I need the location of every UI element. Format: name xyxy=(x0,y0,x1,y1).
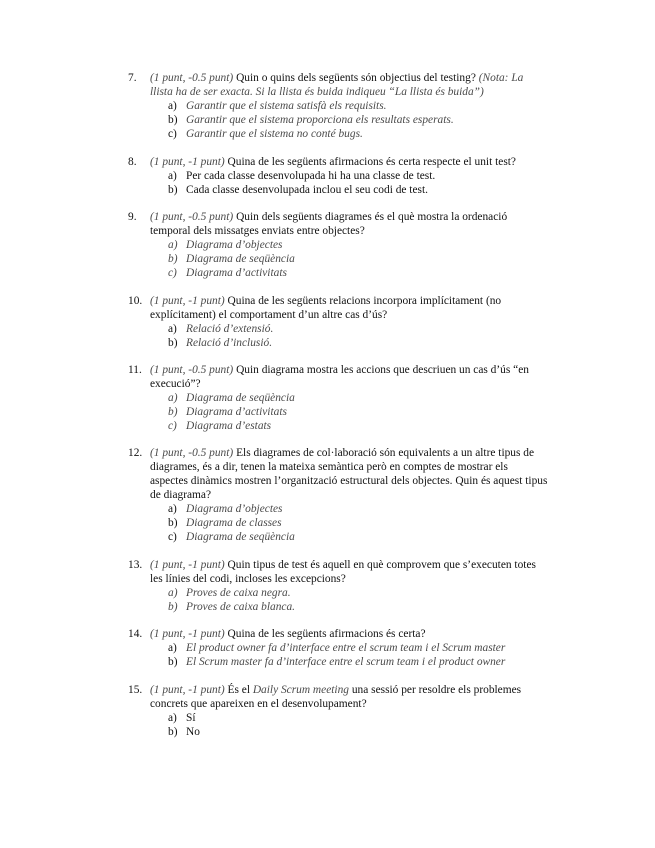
option-b[interactable] xyxy=(168,516,548,530)
option-text: Per cada classe desenvolupada hi ha una classe de test. xyxy=(186,170,436,182)
option-label: b) xyxy=(168,184,178,196)
option-a[interactable] xyxy=(168,502,548,516)
option-label: a) xyxy=(168,503,177,515)
question-number: 15. xyxy=(128,684,143,696)
question-number: 11. xyxy=(128,364,142,376)
option-label: b) xyxy=(168,406,178,418)
option-list xyxy=(168,322,548,350)
option-label: b) xyxy=(168,337,178,349)
question-points: (1 punt, -0.5 punt) xyxy=(150,211,234,223)
option-list xyxy=(168,711,548,739)
option-text: Garantir que el sistema satisfà els requisits. xyxy=(186,100,387,112)
option-text: Diagrama d’estats xyxy=(186,420,272,432)
option-list xyxy=(168,502,548,544)
option-text: Garantir que el sistema proporciona els resultats esperats. xyxy=(186,114,454,126)
option-label: b) xyxy=(168,114,178,126)
option-c[interactable] xyxy=(168,530,548,544)
option-label: a) xyxy=(168,323,177,335)
question-number: 9. xyxy=(128,211,137,223)
option-label: c) xyxy=(168,128,177,140)
question-points: (1 punt, -1 punt) xyxy=(150,684,225,696)
option-label: a) xyxy=(168,170,177,182)
option-label: c) xyxy=(168,531,177,543)
option-text: Proves de caixa negra. xyxy=(186,587,291,599)
option-label: b) xyxy=(168,253,178,265)
question-text xyxy=(150,210,548,238)
option-text: Garantir que el sistema no conté bugs. xyxy=(186,128,363,140)
question-text xyxy=(150,683,548,711)
option-text: Diagrama de seqüència xyxy=(186,253,295,265)
option-b[interactable] xyxy=(168,183,548,197)
question-text xyxy=(150,294,548,322)
question-13 xyxy=(128,558,548,614)
question-text xyxy=(150,558,548,586)
option-label: c) xyxy=(168,420,177,432)
option-b[interactable] xyxy=(168,336,548,350)
option-c[interactable] xyxy=(168,127,548,141)
option-label: b) xyxy=(168,726,178,738)
question-body: Quin tipus de test és aquell en què comprovem que s’executen totes les línies del codi, incloses les excepcions? xyxy=(150,559,536,585)
option-a[interactable] xyxy=(168,586,548,600)
option-list xyxy=(168,99,548,141)
question-body-start: És el xyxy=(224,684,253,696)
option-text: Cada classe desenvolupada inclou el seu codi de test. xyxy=(186,184,428,196)
option-text: Diagrama de seqüència xyxy=(186,531,295,543)
question-body: Quin o quins dels següents són objectius del testing? xyxy=(233,72,479,84)
option-text: Diagrama d’activitats xyxy=(186,267,287,279)
option-text: Diagrama d’objectes xyxy=(186,239,283,251)
option-text: Diagrama d’objectes xyxy=(186,503,283,515)
question-note: (Nota: La llista ha de ser exacta. Si la llista és buida indiqueu “La llista és buida”) xyxy=(150,72,524,98)
question-points: (1 punt, -0.5 punt) xyxy=(150,447,234,459)
question-number: 8. xyxy=(128,156,137,168)
option-c[interactable] xyxy=(168,266,548,280)
option-text: Diagrama de seqüència xyxy=(186,392,295,404)
question-text xyxy=(150,446,548,502)
option-b[interactable] xyxy=(168,113,548,127)
option-a[interactable] xyxy=(168,99,548,113)
question-body: Quin diagrama mostra les accions que descriuen un cas d’ús “en execució”? xyxy=(150,364,529,390)
option-label: a) xyxy=(168,587,178,599)
question-8 xyxy=(128,155,548,197)
question-number: 7. xyxy=(128,72,137,84)
option-a[interactable] xyxy=(168,391,548,405)
question-points: (1 punt, -0.5 punt) xyxy=(150,72,234,84)
question-body: Els diagrames de col·laboració són equivalents a un altre tipus de diagrames, és a dir, tenen la mateixa semàntica però en comptes de mostrar els aspectes dinàmics mostren l’organització estructural dels objectes. Quin és aquest tipus de diagrama? xyxy=(150,447,548,501)
question-number: 13. xyxy=(128,559,143,571)
option-text: Diagrama d’activitats xyxy=(186,406,287,418)
option-c[interactable] xyxy=(168,419,548,433)
question-body-end: una sessió per resoldre els problemes concrets que apareixen en el desenvolupament? xyxy=(150,684,522,710)
option-a[interactable] xyxy=(168,641,548,655)
option-label: a) xyxy=(168,239,178,251)
question-9 xyxy=(128,210,548,280)
question-points: (1 punt, -1 punt) xyxy=(150,559,225,571)
option-label: a) xyxy=(168,100,177,112)
question-text xyxy=(150,363,548,391)
option-list xyxy=(168,586,548,614)
option-list xyxy=(168,641,548,669)
option-label: c) xyxy=(168,267,177,279)
question-12 xyxy=(128,446,548,544)
option-b[interactable] xyxy=(168,655,548,669)
option-text: Relació d’inclusió. xyxy=(186,337,273,349)
question-text xyxy=(150,155,548,169)
option-a[interactable] xyxy=(168,711,548,725)
option-b[interactable] xyxy=(168,405,548,419)
option-text: Diagrama de classes xyxy=(186,517,282,529)
option-text: No xyxy=(186,726,200,738)
option-a[interactable] xyxy=(168,322,548,336)
option-a[interactable] xyxy=(168,169,548,183)
question-number: 12. xyxy=(128,447,143,459)
question-14 xyxy=(128,627,548,669)
question-11 xyxy=(128,363,548,433)
question-body: Quina de les següents afirmacions és certa? xyxy=(224,628,426,640)
question-body: Quina de les següents afirmacions és certa respecte el unit test? xyxy=(224,156,516,168)
option-label: a) xyxy=(168,642,177,654)
option-b[interactable] xyxy=(168,252,548,266)
question-number: 10. xyxy=(128,295,143,307)
option-label: b) xyxy=(168,656,178,668)
option-a[interactable] xyxy=(168,238,548,252)
option-list xyxy=(168,391,548,433)
question-7 xyxy=(128,71,548,141)
question-points: (1 punt, -1 punt) xyxy=(150,295,225,307)
option-text: Relació d’extensió. xyxy=(186,323,274,335)
question-body: Quin dels següents diagrames és el què mostra la ordenació temporal dels missatges enviats entre objectes? xyxy=(150,211,508,237)
option-text: Sí xyxy=(186,712,196,724)
option-label: b) xyxy=(168,517,178,529)
question-10 xyxy=(128,294,548,350)
question-text xyxy=(150,71,548,99)
option-label: a) xyxy=(168,392,178,404)
option-text: Proves de caixa blanca. xyxy=(186,601,296,613)
question-number: 14. xyxy=(128,628,143,640)
option-label: b) xyxy=(168,601,178,613)
question-term: Daily Scrum meeting xyxy=(252,684,349,696)
question-15 xyxy=(128,683,548,739)
option-text: El product owner fa d’interface entre el scrum team i el Scrum master xyxy=(186,642,506,654)
option-list xyxy=(168,238,548,280)
question-points: (1 punt, -1 punt) xyxy=(150,628,225,640)
question-points: (1 punt, -1 punt) xyxy=(150,156,225,168)
option-list xyxy=(168,169,548,197)
option-b[interactable] xyxy=(168,725,548,739)
option-text: El Scrum master fa d’interface entre el scrum team i el product owner xyxy=(186,656,506,668)
question-points: (1 punt, -0.5 punt) xyxy=(150,364,234,376)
question-text xyxy=(150,627,548,641)
option-label: a) xyxy=(168,712,177,724)
question-body: Quina de les següents relacions incorpora implícitament (no explícitament) el comportament d’un altre cas d’ús? xyxy=(150,295,502,321)
option-b[interactable] xyxy=(168,600,548,614)
